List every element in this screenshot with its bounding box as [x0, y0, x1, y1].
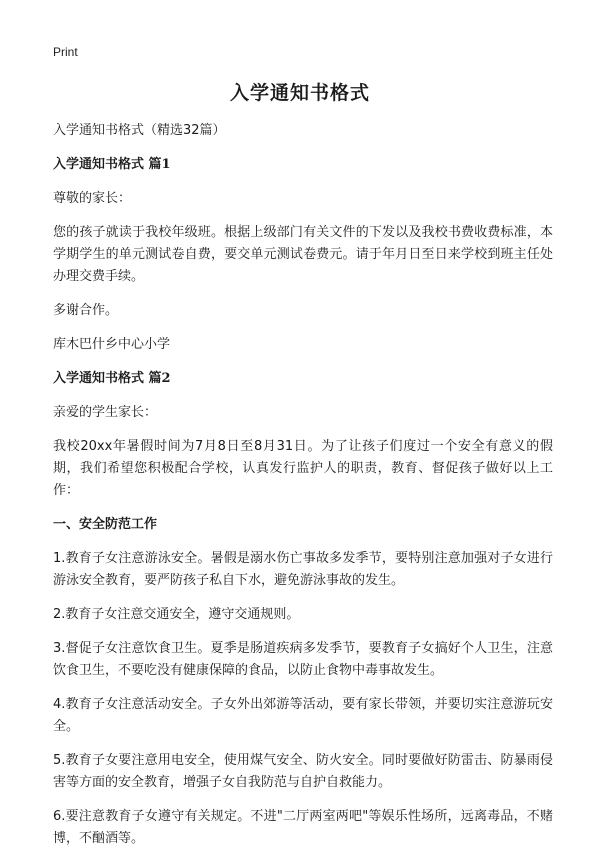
print-link[interactable]: Print — [53, 45, 78, 59]
closing-line: 多谢合作。 — [53, 303, 119, 318]
body-paragraph: 您的孩子就读于我校年级班。根据上级部门有关文件的下发以及我校书费收费标准，本学期学生的单元测试卷自费，要交单元测试卷费元。请于年月日至日来学校到班主任处办理交费手续。 — [53, 225, 553, 284]
list-item: 4.教育子女注意活动安全。子女外出郊游等活动，要有家长带领，并要切实注意游玩安全。 — [53, 697, 553, 734]
section-heading-1: 入学通知书格式 篇1 — [53, 157, 171, 172]
page-title: 入学通知书格式 — [229, 82, 370, 104]
list-item: 6.要注意教育子女遵守有关规定。不进"二厅两室两吧"等娱乐性场所，远离毒品，不赌博，不酗酒等。 — [53, 809, 553, 846]
section-heading-2: 入学通知书格式 篇2 — [53, 371, 171, 386]
list-item: 2.教育子女注意交通安全，遵守交通规则。 — [53, 607, 300, 622]
signature-line: 库木巴什乡中心小学 — [53, 337, 171, 352]
greeting-1: 尊敬的家长： — [53, 191, 132, 206]
greeting-2: 亲爱的学生家长： — [53, 405, 158, 420]
list-item: 5.教育子女要注意用电安全，使用煤气安全、防火安全。同时要做好防雷击、防暴雨侵害等方面的安全教育，增强子女自我防范与自护自救能力。 — [53, 753, 553, 790]
list-item: 3.督促子女注意饮食卫生。夏季是肠道疾病多发季节，要教育子女搞好个人卫生，注意饮食卫生，不要吃没有健康保障的食品，以防止食物中毒事故发生。 — [53, 641, 553, 678]
document-body — [53, 120, 553, 862]
document-subtitle: 入学通知书格式（精选32篇） — [53, 123, 226, 138]
body-paragraph: 我校20xx年暑假时间为7月8日至8月31日。为了让孩子们度过一个安全有意义的假期，我们希望您积极配合学校，认真发行监护人的职责，教育、督促孩子做好以上工作： — [53, 439, 553, 498]
list-item: 1.教育子女注意游泳安全。暑假是溺水伤亡事故多发季节，要特别注意加强对子女进行游泳安全教育，要严防孩子私自下水，避免游泳事故的发生。 — [53, 551, 553, 588]
section-heading-safety: 一、安全防范工作 — [53, 517, 158, 532]
